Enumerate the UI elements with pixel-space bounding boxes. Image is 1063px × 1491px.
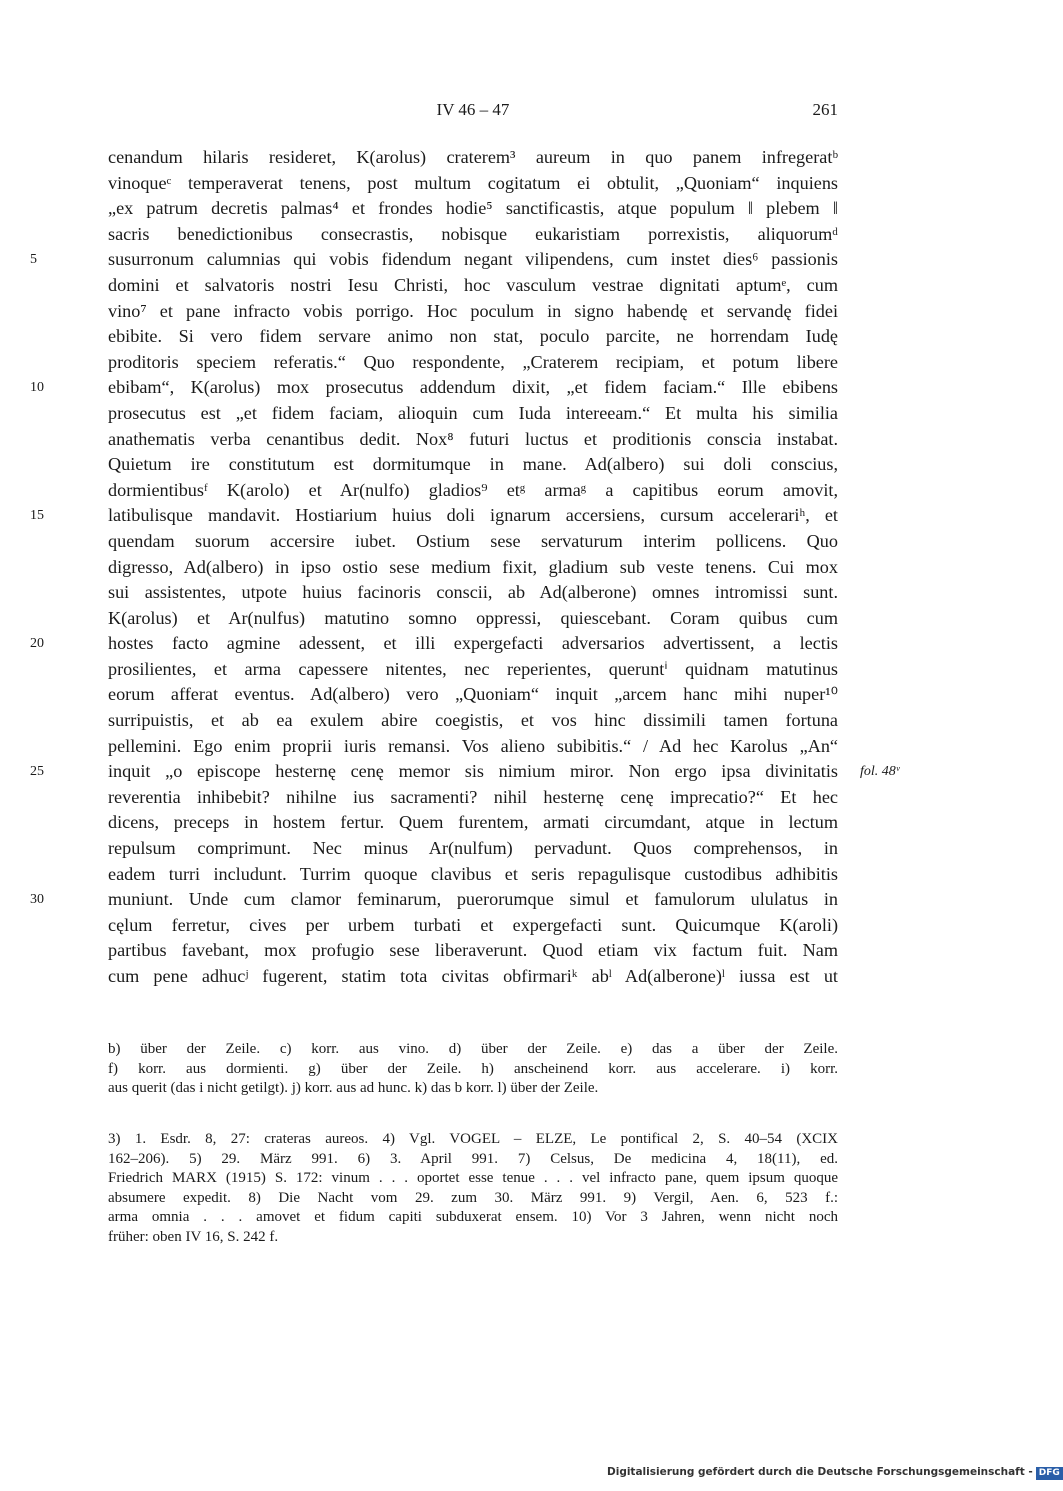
text-line bbox=[108, 913, 838, 939]
text-line bbox=[108, 401, 838, 427]
line-text: eadem turri includunt. Turrim quoque clavibus et seris repagulisque custodibus adhibitis bbox=[108, 863, 838, 884]
note-line: früher: oben IV 16, S. 242 f. bbox=[108, 1228, 279, 1245]
text-line bbox=[108, 555, 838, 581]
dfg-logo: DFG bbox=[1036, 1467, 1063, 1480]
folio-margin-note: fol. 48ᵛ bbox=[860, 764, 900, 780]
apparatus-line: f) korr. aus dormienti. g) über der Zeile. h) anscheinend korr. aus accelerare. i) korr. bbox=[108, 1060, 838, 1077]
text-line bbox=[30, 247, 838, 273]
line-text: proditoris speciem referatis.“ Quo respondente, „Craterem recipiam, et potum libere bbox=[108, 351, 838, 372]
text-line bbox=[108, 862, 838, 888]
line-text: dicens, preceps in hostem fertur. Quem furentem, armati circumdant, atque in lectum bbox=[108, 812, 838, 833]
text-line bbox=[30, 759, 838, 785]
text-line bbox=[108, 606, 838, 632]
page-number: 261 bbox=[812, 100, 838, 119]
text-line bbox=[108, 171, 838, 197]
text-line bbox=[108, 938, 838, 964]
text-line bbox=[30, 887, 838, 913]
text-line bbox=[108, 682, 838, 708]
line-number: 15 bbox=[30, 508, 44, 524]
text-line bbox=[108, 145, 838, 171]
apparatus-line: aus querit (das i nicht getilgt). j) korr. aus ad hunc. k) das b korr. l) über der Zeile. bbox=[108, 1080, 599, 1096]
line-text: cenandum hilaris resideret, K(arolus) craterem³ aureum in quo panem infregeratᵇ bbox=[108, 147, 838, 167]
text-line bbox=[108, 324, 838, 350]
running-title: IV 46 – 47 bbox=[436, 100, 510, 119]
line-text: prosecutus est „et fidem faciam, alioquin cum Iuda intereeam.“ Et multa his similia bbox=[108, 402, 838, 423]
note-line: 162–206). 5) 29. März 991. 6) 3. April 991. 7) Celsus, De medicina 4, 18(11), ed. bbox=[108, 1150, 838, 1167]
line-number: 5 bbox=[30, 252, 37, 268]
text-line bbox=[30, 631, 838, 657]
line-number: 25 bbox=[30, 764, 44, 780]
footer-text: Digitalisierung gefördert durch die Deutsche Forschungsgemeinschaft - bbox=[607, 1466, 1033, 1478]
line-text: digresso, Ad(albero) in ipso ostio sese medium fixit, gladium sub veste tenens. Cui mox bbox=[108, 556, 838, 577]
critical-apparatus bbox=[108, 1040, 838, 1099]
text-line bbox=[108, 836, 838, 862]
text-line bbox=[108, 299, 838, 325]
text-line bbox=[108, 529, 838, 555]
line-text: vino⁷ et pane infracto vobis porrigo. Hoc poculum in signo habendę et servandę fidei bbox=[108, 300, 838, 321]
text-line bbox=[108, 478, 838, 504]
text-line bbox=[108, 427, 838, 453]
text-line bbox=[108, 708, 838, 734]
line-text: ebibite. Si vero fidem servare animo non stat, poculo parcite, ne horrendam Iudę bbox=[108, 326, 838, 347]
line-number: 20 bbox=[30, 636, 44, 652]
line-text: ebibam“, K(arolus) mox prosecutus addendum dixit, „et fidem faciam.“ Ille ebibens bbox=[108, 377, 838, 398]
line-text: repulsum comprimunt. Nec minus Ar(nulfum) pervadunt. Quos comprehensos, in bbox=[108, 838, 838, 859]
main-text bbox=[30, 145, 900, 990]
line-text: muniunt. Unde cum clamor feminarum, puerorumque simul et famulorum ululatus in bbox=[108, 889, 838, 910]
line-text: cęlum ferretur, cives per urbem turbati et expergefacti sunt. Quicumque K(aroli) bbox=[108, 914, 838, 935]
text-line bbox=[108, 350, 838, 376]
text-line bbox=[108, 580, 838, 606]
text-line bbox=[108, 964, 838, 990]
line-text: sacris benedictionibus consecrastis, nobisque eukaristiam porrexistis, aliquorumᵈ bbox=[108, 223, 838, 244]
line-text: Quietum ire constitutum est dormitumque in mane. Ad(albero) sui doli conscius, bbox=[108, 454, 838, 475]
line-number: 30 bbox=[30, 892, 44, 908]
line-text: latibulisque mandavit. Hostiarium huius doli ignarum accersiens, cursum accelerariʰ, et bbox=[108, 505, 838, 526]
text-line bbox=[30, 503, 838, 529]
line-text: vinoqueᶜ temperaverat tenens, post multum cogitatum ei obtulit, „Quoniam“ inquiens bbox=[108, 172, 838, 193]
line-text: dormientibusᶠ K(arolo) et Ar(nulfo) gladios⁹ etᵍ armaᵍ a capitibus eorum amovit, bbox=[108, 479, 838, 500]
line-text: prosilientes, et arma capessere nitentes, nec reperientes, queruntⁱ quidnam matutinus bbox=[108, 658, 838, 679]
line-text: cum pene adhucʲ fugerent, statim tota civitas obfirmariᵏ abˡ Ad(alberone)ˡ iussa est ut bbox=[108, 966, 838, 986]
line-text: surripuistis, et ab ea exulem abire coegistis, et vos hinc dissimili tamen fortuna bbox=[108, 710, 838, 731]
text-line bbox=[108, 657, 838, 683]
line-text: anathematis verba cenantibus dedit. Nox⁸ futuri luctus et proditionis conscia instabat. bbox=[108, 428, 838, 449]
text-line bbox=[108, 452, 838, 478]
line-text: eorum afferat eventus. Ad(albero) vero „Quoniam“ inquit „arcem hanc mihi nuper¹⁰ bbox=[108, 684, 838, 705]
line-text: sui assistentes, utpote huius facinoris conscii, ab Ad(alberone) omnes intromissi sunt. bbox=[108, 582, 838, 603]
line-text: quendam suorum accersire iubet. Ostium sese servaturum interim pollicens. Quo bbox=[108, 530, 838, 551]
footer bbox=[607, 1466, 1063, 1480]
note-line: absumere expedit. 8) Die Nacht vom 29. zum 30. März 991. 9) Vergil, Aen. 6, 523 f.: bbox=[108, 1189, 838, 1206]
source-notes bbox=[108, 1130, 838, 1247]
running-head bbox=[108, 100, 838, 126]
line-text: inquit „o episcope hesternę cenę memor sis nimium miror. Non ergo ipsa divinitatis bbox=[108, 761, 838, 782]
line-text: hostes facto agmine adessent, et illi expergefacti adversarios advertissent, a lectis bbox=[108, 633, 838, 654]
line-text: pellemini. Ego enim proprii iuris remansi. Vos alieno subibitis.“ / Ad hec Karolus „An“ bbox=[108, 735, 838, 756]
apparatus-line: b) über der Zeile. c) korr. aus vino. d) über der Zeile. e) das a über der Zeile. bbox=[108, 1041, 838, 1057]
line-text: partibus favebant, mox profugio sese liberaverunt. Quod etiam vix factum fuit. Nam bbox=[108, 940, 838, 961]
text-line bbox=[108, 785, 838, 811]
note-line: arma omnia . . . amovet et fidum capiti subduxerat ensem. 10) Vor 3 Jahren, wenn nicht noch bbox=[108, 1209, 838, 1225]
line-text: susurronum calumnias qui vobis fidendum negant vilipendens, cum instet dies⁶ passionis bbox=[108, 249, 838, 270]
line-text: K(arolus) et Ar(nulfus) matutino somno oppressi, quiescebant. Coram quibus cum bbox=[108, 607, 838, 628]
note-line: 3) 1. Esdr. 8, 27: crateras aureos. 4) Vgl. VOGEL – ELZE, Le pontifical 2, S. 40–54 (XCIX bbox=[108, 1131, 838, 1147]
line-number: 10 bbox=[30, 380, 44, 396]
text-line bbox=[108, 222, 838, 248]
line-text: „ex patrum decretis palmas⁴ et frondes hodie⁵ sanctificastis, atque populum ‖ plebem ‖ bbox=[108, 198, 838, 219]
text-line bbox=[30, 375, 838, 401]
line-text: domini et salvatoris nostri Iesu Christi, hoc vasculum vestrae dignitati aptumᵉ, cum bbox=[108, 274, 838, 295]
text-line bbox=[108, 810, 838, 836]
text-line bbox=[108, 273, 838, 299]
note-line: Friedrich MARX (1915) S. 172: vinum . . . oportet esse tenue . . . vel infracto pane, quem ipsum quoque bbox=[108, 1170, 838, 1186]
text-line bbox=[108, 196, 838, 222]
line-text: reverentia inhibebit? nihilne ius sacramenti? nihil hesternę cenę imprecatio?“ Et hec bbox=[108, 786, 838, 807]
